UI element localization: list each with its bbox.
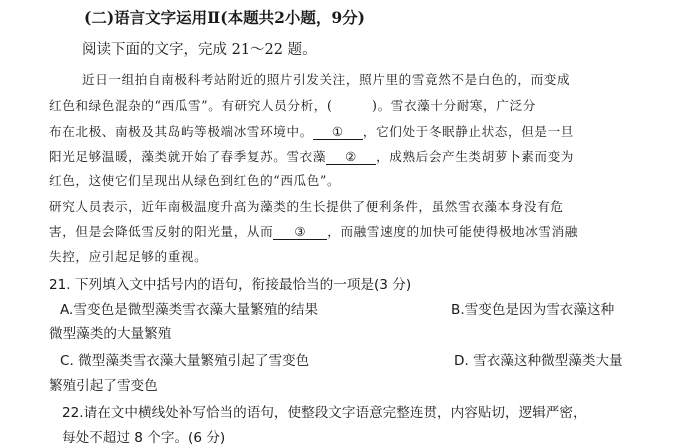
option-b: B.雪变色是因为雪衣藻这种 [451,302,615,318]
question-22-stem: 22.请在文中横线处补写恰当的语句，使整段文字语意完整连贯，内容贴切，逻辑严密， [62,405,587,421]
option-a: A.雪变色是微型藻类雪衣藻大量繁殖的结果 [60,302,319,318]
option-d-continued: 繁殖引起了雪变色 [49,378,158,394]
passage-line: 研究人员表示，近年南极温度升高为藻类的生长提供了便利条件，虽然雪衣藻本身没有危 [49,199,564,214]
passage-line [49,146,574,165]
instruction: 阅读下面的文字，完成 21～22 题。 [82,42,317,58]
passage-line: 近日一组拍自南极科考站附近的照片引发关注，照片里的雪竟然不是白色的，而变成 [82,72,571,87]
blank-2: ② [326,150,376,165]
blank-3: ③ [273,225,327,240]
passage-text: ，它们处于冬眠静止状态，但是一旦 [362,124,574,139]
option-c: C. 微型藻类雪衣藻大量繁殖引起了雪变色 [60,353,310,369]
passage-line [49,95,536,114]
passage-text: 布在北极、南极及其岛屿等极端冰雪环境中。 [49,124,313,139]
question-21-stem: 21. 下列填入文中括号内的语句，衔接最恰当的一项是(3 分) [49,277,412,293]
passage-text: 害，但是会降低雪反射的阳光量，从而 [49,224,274,239]
blank-1: ① [313,125,363,140]
answer-parentheses: ( ) [326,98,378,113]
passage-text: ，成熟后会产生类胡萝卜素而变为 [376,149,574,164]
passage-line: 失控，应引起足够的重视。 [49,249,208,264]
passage-text: 阳光足够温暖，藻类就开始了春季复苏。雪衣藻 [49,149,327,164]
passage-line [49,121,574,140]
passage-line [49,221,578,240]
section-heading: (二)语言文字运用Ⅱ(本题共2小题，9分) [84,8,365,27]
question-22-stem-continued: 每处不超过 8 个字。(6 分) [62,430,226,446]
passage-text: ，而融雪速度的加快可能使得极地冰雪消融 [327,224,578,239]
passage-text: 。雪衣藻十分耐寒，广泛分 [377,98,536,113]
passage-text: 红色和绿色混杂的“西瓜雪”。有研究人员分析， [49,98,327,113]
option-d: D. 雪衣藻这种微型藻类大量 [454,353,623,369]
passage-line: 红色，这使它们呈现出从绿色到红色的“西瓜色”。 [49,173,341,188]
option-b-continued: 微型藻类的大量繁殖 [49,326,172,342]
